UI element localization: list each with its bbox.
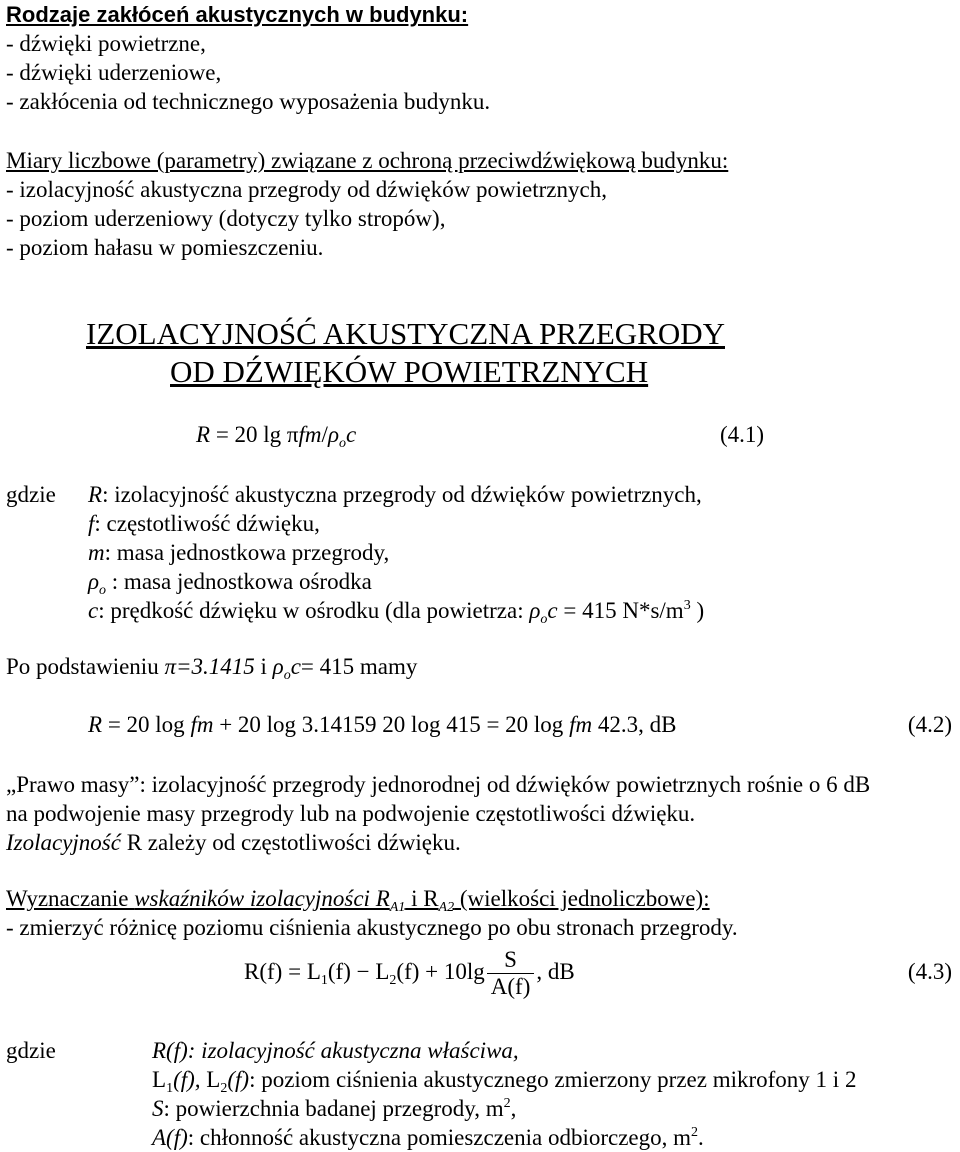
list-item: - dźwięki uderzeniowe, xyxy=(6,60,222,85)
list-item: - poziom hałasu w pomieszczeniu. xyxy=(6,235,324,260)
eq-symbol: R xyxy=(196,422,211,447)
indices-header: Wyznaczanie wskaźników izolacyjności $R_{A1}$ i $R_{A2}$ (wielkości jednoliczbowe): xyxy=(6,886,710,915)
indices-section xyxy=(6,884,738,942)
paragraph-line: „Prawo masy”: izolacyjność przegrody jednorodnej od dźwięków powietrznych rośnie o 6 dB xyxy=(6,772,871,797)
definition-line: c: prędkość dźwięku w ośrodku (dla powietrza: $\rho_oc = 415$ $N*s/m^3$ ) xyxy=(88,598,705,627)
where-list-1 xyxy=(88,480,704,625)
eq-subscript: o xyxy=(338,436,346,451)
definition-line: $\rho_o$ : masa jednostkowa ośrodka xyxy=(88,569,372,598)
list-item: - zmierzyć różnicę poziomu ciśnienia akustycznego po obu stronach przegrody. xyxy=(6,915,738,940)
paragraph-line: Izolacyjność R zależy od częstotliwości dźwięku. xyxy=(6,830,461,855)
list-item: - zakłócenia od technicznego wyposażenia budynku. xyxy=(6,89,491,114)
list-item: - dźwięki powietrzne, xyxy=(6,31,206,56)
eq-text: = 20 lg π xyxy=(210,422,299,447)
equation-number-4-3: (4.3) xyxy=(907,959,952,984)
eq-symbol: fm xyxy=(298,422,322,447)
section-measures xyxy=(6,146,728,262)
list-item: - poziom uderzeniowy (dotyczy tylko stropów), xyxy=(6,206,446,231)
section-header-disturbances: Rodzaje zakłóceń akustycznych w budynku: xyxy=(6,2,469,27)
section-disturbances xyxy=(6,0,490,116)
definition-line: A(f): chłonność akustyczna pomieszczenia odbiorczego, $m^2$. xyxy=(152,1125,704,1150)
paragraph-line: na podwojenie masy przegrody lub na podwojenie częstotliwości dźwięku. xyxy=(6,801,696,826)
fraction: $\frac{S}{A(f)}$ xyxy=(487,947,535,1000)
definition-line: m: masa jednostkowa przegrody, xyxy=(88,540,390,565)
definition-line: $L_1(f)$, $L_2(f)$: poziom ciśnienia akustycznego zmierzony przez mikrofony 1 i 2 xyxy=(152,1067,857,1096)
equation-4-2: R = 20 log fm + 20 log 3.14159 20 log 415 = 20 log fm 42.3, dB xyxy=(88,712,677,737)
equation-number-4-1: (4.1) xyxy=(720,422,765,447)
definition-line: f: częstotliwość dźwięku, xyxy=(88,511,320,536)
equation-number-4-2: (4.2) xyxy=(907,712,952,737)
title-line-1: IZOLACYJNOŚĆ AKUSTYCZNA PRZEGRODY xyxy=(86,316,725,351)
substitution-line: Po podstawieniu π=3.1415 i $\rho_oc= 415$ mamy xyxy=(6,654,418,683)
equation-4-1 xyxy=(196,420,356,449)
eq-symbol: c xyxy=(345,422,357,447)
section-header-measures: Miary liczbowe (parametry) związane z ochroną przeciwdźwiękową budynku: xyxy=(6,148,729,173)
definition-line: R: izolacyjność akustyczna przegrody od dźwięków powietrznych, xyxy=(88,482,702,507)
definition-line: S: powierzchnia badanej przegrody, $m^2$, xyxy=(152,1096,517,1121)
where-label: gdzie xyxy=(6,1038,56,1063)
where-list-2 xyxy=(152,1036,856,1152)
equation-4-3: $R(f) = L_1(f) - L_2(f) + 10\lg$ $\frac{S}{A(f)}$ , dB xyxy=(244,947,575,1000)
where-label: gdzie xyxy=(6,482,56,507)
mass-law-paragraph xyxy=(6,770,870,857)
definition-line: R(f): izolacyjność akustyczna właściwa, xyxy=(152,1038,519,1063)
eq-symbol: ρ xyxy=(327,422,339,447)
title-line-2: OD DŹWIĘKÓW POWIETRZNYCH xyxy=(170,354,649,389)
eq-text: / xyxy=(321,422,328,447)
list-item: - izolacyjność akustyczna przegrody od dźwięków powietrznych, xyxy=(6,177,607,202)
